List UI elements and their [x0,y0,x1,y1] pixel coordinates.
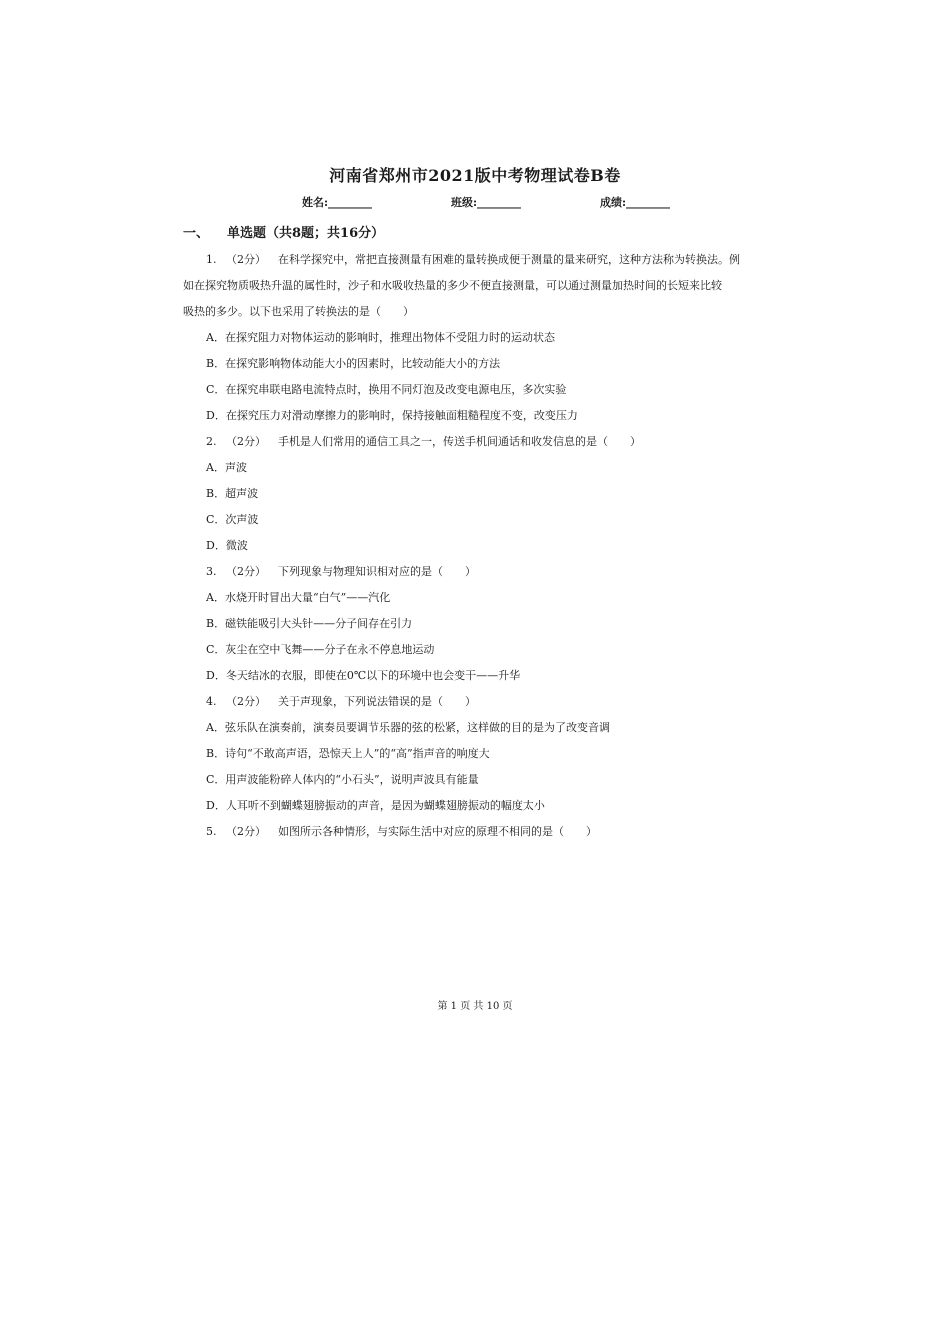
option-c: C．在探究串联电路电流特点时，换用不同灯泡及改变电源电压，多次实验 [206,383,567,396]
option-d: D．冬天结冰的衣服，即使在0℃以下的环境中也会变干——升华 [206,669,521,682]
option-c: C．次声波 [206,513,259,526]
section-number: 一、 [183,226,210,241]
question-number: 5. [206,825,217,838]
exam-title: 河南省郑州市2021版中考物理试卷B卷 [329,166,621,185]
question-text: 下列现象与物理知识相对应的是（ ） [278,565,476,578]
question-1-continued: 如在探究物质吸热升温的属性时，沙子和水吸收热量的多少不便直接测量，可以通过测量加热时间的长短来比较 [183,279,722,292]
question-score: （2分） [226,253,266,266]
option-d: D．微波 [206,539,248,552]
question-2 [206,433,641,449]
question-score: （2分） [226,565,266,578]
question-text: 手机是人们常用的通信工具之一，传送手机间通话和收发信息的是（ ） [278,435,641,448]
score-field: 成绩:________ [600,196,671,209]
question-number: 3. [206,565,217,578]
option-a: A．在探究阻力对物体运动的影响时，推理出物体不受阻力时的运动状态 [206,331,555,344]
option-a: A．声波 [206,461,247,474]
option-b: B．诗句“不敢高声语，恐惊天上人”的“高”指声音的响度大 [206,747,490,760]
name-field: 姓名:________ [302,196,373,209]
section-title: 单选题（共8题；共16分） [227,226,385,241]
question-text: 如图所示各种情形，与实际生活中对应的原理不相同的是（ ） [278,825,597,838]
question-text: 在科学探究中，常把直接测量有困难的量转换成便于测量的量来研究，这种方法称为转换法。例 [278,253,740,266]
question-3 [206,563,476,579]
question-1 [206,251,740,267]
option-b: B．在探究影响物体动能大小的因素时，比较动能大小的方法 [206,357,501,370]
question-5 [206,823,597,839]
option-d: D．人耳听不到蝴蝶翅膀振动的声音，是因为蝴蝶翅膀振动的幅度太小 [206,799,545,812]
question-1-continued: 吸热的多少。以下也采用了转换法的是（ ） [183,305,414,318]
option-c: C．用声波能粉碎人体内的“小石头”，说明声波具有能量 [206,773,479,786]
option-a: A．水烧开时冒出大量“白气”——汽化 [206,591,391,604]
option-d: D．在探究压力对滑动摩擦力的影响时，保持接触面粗糙程度不变，改变压力 [206,409,578,422]
question-text: 关于声现象，下列说法错误的是（ ） [278,695,476,708]
question-score: （2分） [226,435,266,448]
option-a: A．弦乐队在演奏前，演奏员要调节乐器的弦的松紧，这样做的目的是为了改变音调 [206,721,610,734]
question-score: （2分） [226,825,266,838]
question-number: 2. [206,435,217,448]
question-4 [206,693,476,709]
question-number: 4. [206,695,217,708]
question-number: 1. [206,253,217,266]
question-score: （2分） [226,695,266,708]
option-b: B．磁铁能吸引大头针——分子间存在引力 [206,617,413,630]
page-footer: 第 1 页 共 10 页 [437,1001,513,1012]
section-heading [183,222,384,241]
option-b: B．超声波 [206,487,259,500]
option-c: C．灰尘在空中飞舞——分子在永不停息地运动 [206,643,435,656]
class-field: 班级:________ [451,196,522,209]
